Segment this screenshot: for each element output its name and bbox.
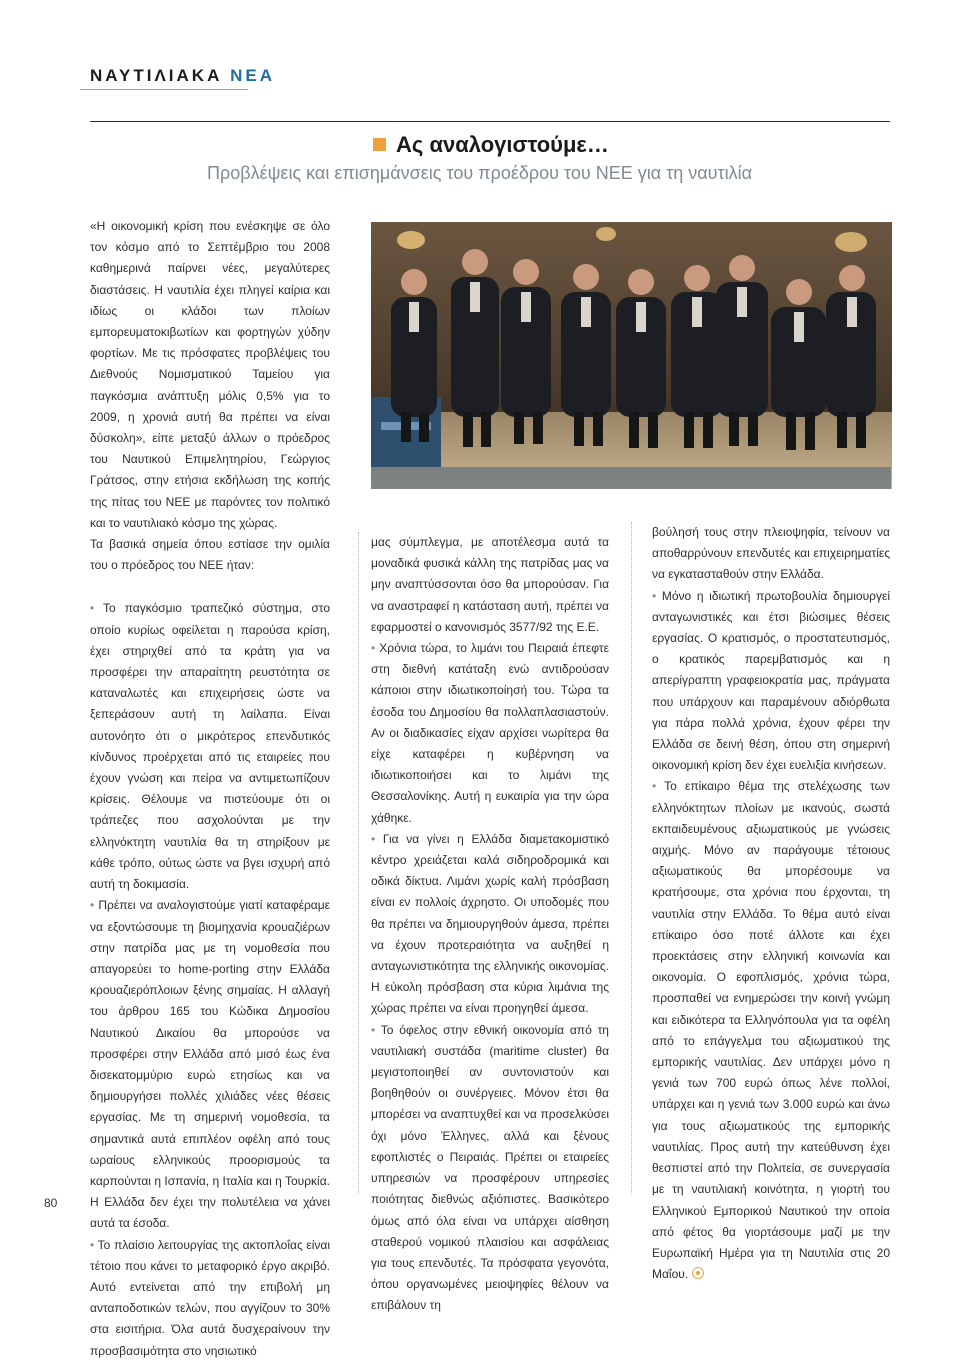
article-subheadline: Προβλέψεις και επισημάνσεις του προέδρου του ΝΕΕ για τη ναυτιλία xyxy=(206,163,752,183)
bullet-icon: • xyxy=(652,779,665,794)
bullet-paragraph: • Για να γίνει η Ελλάδα διαμετακομιστικό κέντρο χρειάζεται καλά σιδηροδρομικά και οδικά δίκτυα. Λιμάνι χωρίς καλή πρόσβαση είναι εν πολλοίς άχρηστο. Οι υποδομές που θα πρέπει να δημιουργηθούν άμεσα, πρέπει να έχουν προτεραιότητα να αυξηθεί η ανταγωνιστικότητα της ελληνικής οικονομίας. Η εύκολη πρόσβαση στα κύρια λιμάνια της χώρας πρέπει να είναι προηγηθεί άμεσα. xyxy=(371,831,609,1016)
bullet-icon: • xyxy=(90,1237,98,1252)
bullet-icon: • xyxy=(90,898,99,913)
bullet-icon: • xyxy=(371,1022,381,1037)
bullet-paragraph: • Το παγκόσμιο τραπεζικό σύστημα, στο οποίο κυρίως οφείλεται η παρούσα κρίση, έχει στηριχθεί από τα κράτη για να προσφέρει την απαραίτητη ρευστότητα σε καταναλωτές και επιχειρήσεις ώστε να ξεπεράσουν αυτή τη λαίλαπα. Είναι αυτονόητο ότι ο μικρότερος επενδυτικός κίνδυνος προέρχεται από τις εταιρείες που έχουν γνώση και πείρα να αντιμετωπίζουν κρίσεις. Θέλουμε να πιστεύουμε ότι οι τράπεζες που ασχολούνται με την ελληνόκτητη ναυτιλία θα τη στηρίξουν με κάθε τρόπο, ούτως ώστε να βγει ισχυρή από αυτή τη δοκιμασία. xyxy=(90,601,330,892)
bullet-icon: • xyxy=(371,831,383,846)
section-underline xyxy=(80,89,248,90)
article-column-2 xyxy=(371,532,609,1317)
bullet-icon: • xyxy=(652,588,662,603)
section-title-part2: ΝΕΑ xyxy=(230,66,275,85)
column-separator xyxy=(631,522,632,1194)
bullet-paragraph: • Μόνο η ιδιωτική πρωτοβουλία δημιουργεί ανταγωνιστικές και έτσι βιώσιμες θέσεις εργασίας. Ο κρατισμός, ο προστατευτισμός, ο κρατικός παρεμβατισμός και η απερίγραπτη γραφειοκρατία μας, πράγματα που υπάρχουν και παραμένουν αδιόρθωτα για πάρα πολλά χρόνια, έχουν φέρει την Ελλάδα σε δεινή θέση, όπου στη σημερινή οικονομική κρίση δεν έχει ευελιξία κινήσεων. xyxy=(652,588,890,773)
column-separator xyxy=(358,532,359,1194)
end-of-article-icon xyxy=(692,1267,704,1279)
paragraph: βούλησή τους στην πλειοψηφία, τείνουν να αποθαρρύνουν επενδυτές και επιχειρηματίες να εγκατασταθούν στην Ελλάδα. xyxy=(652,525,890,582)
bullet-paragraph: • Το πλαίσιο λειτουργίας της ακτοπλοΐας είναι τέτοιο που κάνει το μεταφορικό έργο ακριβό. Αυτό εντείνεται από την επιβολή μη ανταποδοτικών τελών, που αγγίζουν το 30% στα εισιτήρια. Όλα αυτά δυσχεραίνουν την προσβασιμότητα στο νησιωτικό xyxy=(90,1237,331,1358)
bullet-icon: • xyxy=(371,641,380,656)
orange-square-icon xyxy=(373,138,386,151)
page-number: 80 xyxy=(44,1196,58,1210)
paragraph: Τα βασικά σημεία όπου εστίασε την ομιλία του ο πρόεδρος του ΝΕΕ ήταν: xyxy=(90,537,330,573)
group-photo xyxy=(371,222,892,489)
bullet-paragraph: • Χρόνια τώρα, το λιμάνι του Πειραιά έπεφτε στη διεθνή κατάταξη ενώ αντιδρούσαν κάποιοι στην ιδιωτικοποίησή του. Τώρα τα έσοδα του Δημοσίου θα πολλαπλασιαστούν. Αν οι διαδικασίες είχαν αρχίσει νωρίτερα θα είχε καταφέρει η κυβέρνηση να ιδιωτικοποιήσει και το λιμάνι της Θεσσαλονίκης. Αυτή η ευκαιρία για την ώρα χάθηκε. xyxy=(371,641,609,825)
bullet-icon: • xyxy=(90,601,103,616)
paragraph: «Η οικονομική κρίση που ενέσκηψε σε όλο τον κόσμο από το Σεπτέμβριο του 2008 καθημερινά παίρνει νέες, μεγαλύτερες διαστάσεις. Η ναυτιλία έχει πληγεί καίρια και ιδίως οι κλάδοι των πλοίων εμπορευματοκιβωτίων και φορτηγών χύδην φορτίων. Με τις πρόσφατες προβλέψεις του Διεθνούς Νομισματικού Ταμείου για παγκόσμια ανάπτυξη μόλις 0,5% για το 2009, η χρονιά αυτή θα πρέπει να είναι δύσκολη», είπε μεταξύ άλλων ο πρόεδρος του Ναυτικού Επιμελητηρίου, Γεώργιος Γράτσος, στην ετήσια εκδήλωση της κοπής της πίτας του ΝΕΕ με παρόντες τον πολιτικό και το ναυτιλιακό κόσμο της χώρας. xyxy=(90,219,330,530)
section-title xyxy=(90,66,275,86)
section-title-part1: ΝΑΥΤΙΛΙΑΚΑ xyxy=(90,66,223,85)
article-column-3 xyxy=(652,522,890,1285)
paragraph-spacer xyxy=(90,576,330,598)
article-column-1 xyxy=(90,216,330,1362)
article-headline-text: Ας αναλογιστούμε… xyxy=(396,132,609,157)
article-headline xyxy=(373,132,609,158)
header-rule xyxy=(90,121,890,122)
bullet-paragraph: • Το όφελος στην εθνική οικονομία από τη ναυτιλιακή συστάδα (maritime cluster) θα μεγιστοποιηθεί αν συντονιστούν και βοηθηθούν οι συνέργειες. Μόνον έτσι θα μπορέσει να αναπτυχθεί και να προσελκύσει όχι μόνο Έλληνες, αλλά και ξένους εφοπλιστές ο Πειραιάς. Πρέπει οι εταιρείες υπηρεσιών να προσφέρουν υπηρεσίες ποιότητας διεθνώς αξιόπιστες. Βασικότερο όμως από όλα είναι να υπάρχει αίσθηση σταθερού νομικού πλαισίου και ασφάλειας για τους επενδυτές. Τα πρόσφατα γεγονότα, όπου οργανωμένες μειοψηφίες θέλουν να επιβάλουν τη xyxy=(371,1022,609,1313)
paragraph: μας σύμπλεγμα, με αποτέλεσμα αυτά τα μοναδικά φυσικά κάλλη της πατρίδας μας να μην αναπτύσσονται όσο θα μπορούσαν. Για να αναστραφεί η κατάσταση αυτή, πρέπει να εφαρμοστεί ο κανονισμός 3577/92 της Ε.Ε. xyxy=(371,535,609,634)
bullet-paragraph: • Πρέπει να αναλογιστούμε γιατί καταφέραμε να εξοντώσουμε τη βιομηχανία κρουαζιέρων στην πατρίδα μας με τη νομοθεσία που απαγορεύει το home-porting στην Ελλάδα κρουαζιερόπλοιων ξένης σημαίας. Η αλλαγή του άρθρου 165 του Κώδικα Δημοσίου Ναυτικού Δικαίου θα μπορούσε να προσφέρει στην Ελλάδα από μισό έως ένα δισεκατομμύριο ευρώ ετησίως και να δημιουργήσει πολλές χιλιάδες νέες θέσεις εργασίας. Με τη σημερινή νομοθεσία, τα σημαντικά αυτά επιπλέον οφέλη από τους ωραίους ελληνικούς προορισμούς τα καρπούνται η Ισπανία, η Ιταλία και η Τουρκία. Η Ελλάδα δεν έχει την πολυτέλεια να χάνει αυτά τα έσοδα. xyxy=(90,898,330,1231)
group-photo-icon xyxy=(371,222,892,489)
bullet-paragraph: • Το επίκαιρο θέμα της στελέχωσης των ελληνόκτητων πλοίων με ικανούς, σωστά εκπαιδευμένους αξιωματικούς με γνώσεις αιχμής. Μόνο αν παράγουμε τέτοιους αξιωματικούς θα μπορέσουμε να κρατήσουμε, στα χρόνια που έρχονται, τη ναυτιλία στην Ελλάδα. Το θέμα αυτό είναι επίκαιρο όσο ποτέ άλλοτε και έχει προεκτάσεις στην ελληνική κοινωνία και οικονομία. Ο εφοπλισμός, χρόνια τώρα, προσπαθεί να ενημερώσει την κοινή γνώμη και ειδικότερα τα Ελληνόπουλα για τα οφέλη από το επάγγελμα του αξιωματικού της εμπορικής ναυτιλίας. Δεν υπάρχει μόνο η γενιά των 700 ευρώ όπως λένε πολλοί, υπάρχει και η γενιά των 3.000 ευρώ και άνω για τους αξιωματικούς της εμπορικής ναυτιλίας. Προς αυτή την κατεύθυνση έχει θεσπιστεί από την Πολιτεία, σε συνεργασία με τη ναυτιλιακή κοινότητα, η γιορτή του Ελληνικού Εμπορικού Ναυτικού την οποία από φέτος θα γιορτάσουμε μαζί με την Ευρωπαϊκή Ημέρα για τη Ναυτιλία στις 20 Μαΐου. xyxy=(652,779,890,1282)
